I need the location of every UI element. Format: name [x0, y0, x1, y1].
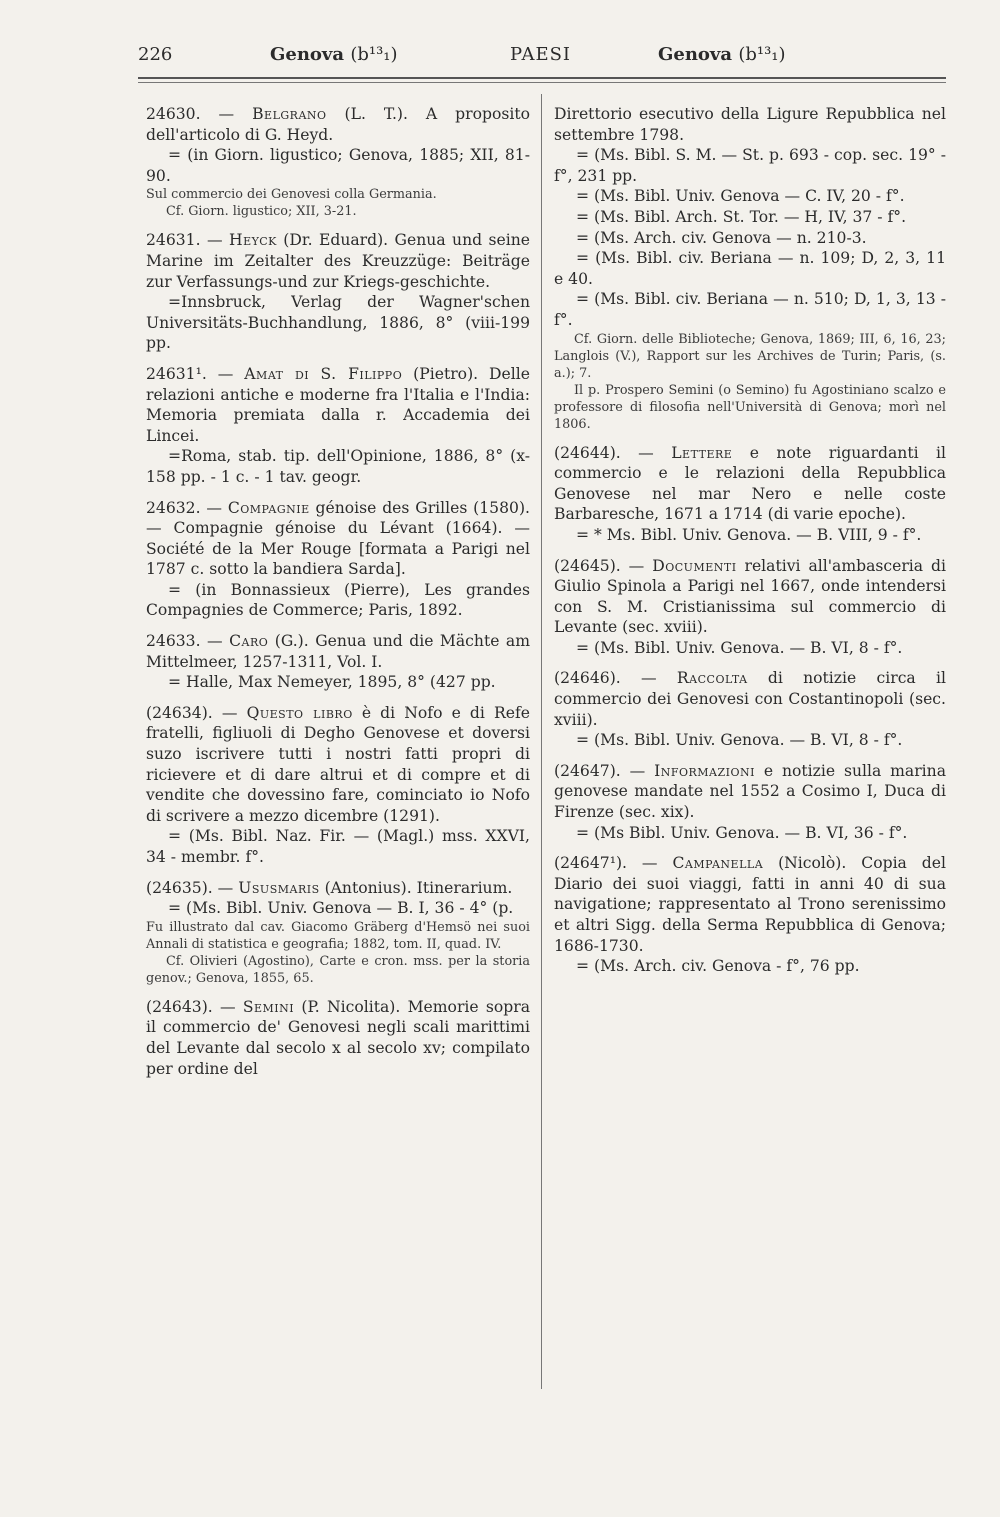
entry-title: è di Nofo e di Refe fratelli, figliuoli di Degho Genovese et doversi suzo iscrivere tutti i nostri fatti propri di ricievere et di dare altrui et di compre et di vendite che dovessino fare, cominciato io Nofo di scrivere a mezzo dicembre (1291). — [146, 703, 530, 825]
header-rule-thick — [138, 77, 946, 79]
entry-main — [146, 104, 530, 145]
header-section-title: PAESI — [510, 44, 572, 65]
entry-number: 24633. — — [146, 632, 230, 651]
entry-main — [554, 104, 946, 145]
entry-author: Compagnie — [227, 498, 310, 517]
entry-location: =Innsbruck, Verlag der Wagner'schen Universitäts-Buchhandlung, 1886, 8° (viii-199 pp. — [146, 293, 530, 353]
entry-location: = * Ms. Bibl. Univ. Genova. — B. VIII, 9 - f°. — [576, 525, 922, 544]
entry-main — [554, 761, 946, 823]
bibliography-entry — [554, 443, 946, 546]
header-right-title: Genova (b¹³₁) — [658, 44, 786, 65]
bibliography-entry — [146, 878, 530, 987]
column-divider — [541, 94, 542, 1389]
entry-author: Raccolta — [676, 669, 748, 688]
entry-number: (24647). — — [554, 761, 655, 780]
entry-main — [554, 668, 946, 730]
entry-number: 24631¹. — — [146, 364, 245, 383]
entry-location: = (Ms. Bibl. Univ. Genova. — B. VI, 8 - f°. — [576, 731, 903, 750]
entry-title: (G.). Genua und die Mächte am Mittelmeer, 1257-1311, Vol. I. — [146, 632, 530, 671]
entry-title: (Nicolò). Copia del Diario dei suoi viaggi, fatti in anni 40 di sua navigatione; rappresentato al Trono serenissimo et altri Sigg. della Serma Repubblica di Genova; 1686-1730. — [554, 854, 946, 955]
bibliography-entry — [146, 703, 530, 868]
bibliography-entry — [146, 498, 530, 622]
bibliography-entry — [146, 104, 530, 220]
entry-author: Caro — [229, 632, 269, 651]
entry-main — [146, 878, 530, 899]
entry-note: Sul commercio dei Genovesi colla Germania. — [146, 187, 437, 203]
entry-author: Heyck — [229, 231, 277, 250]
entry-author: Semini — [242, 997, 295, 1016]
entry-note: Il p. Prospero Semini (o Semino) fu Agostiniano scalzo e professore di filosofia nell'Università di Genova; morì nel 1806. — [554, 382, 946, 432]
entry-author: Belgrano — [252, 105, 327, 123]
entry-location: = (Ms. Bibl. Univ. Genova — C. IV, 20 - f°. — [576, 187, 905, 206]
entry-main — [146, 498, 530, 580]
entry-main — [146, 631, 530, 672]
entry-number: (24645). — — [554, 556, 653, 575]
entry-location: =Roma, stab. tip. dell'Opinione, 1886, 8° (x-158 pp. - 1 c. - 1 tav. geogr. — [146, 447, 530, 486]
bibliography-entry — [146, 631, 530, 693]
entry-location: = (Ms. Bibl. Univ. Genova. — B. VI, 8 - f°. — [576, 638, 903, 657]
left-column — [146, 104, 530, 1089]
entry-author: Campanella — [672, 854, 764, 873]
bibliography-entry — [554, 668, 946, 750]
entry-number: (24635). — — [146, 878, 239, 897]
bibliography-entry — [146, 230, 530, 354]
entry-author: Ususmaris — [238, 878, 320, 897]
entry-location: = (Ms. Bibl. Univ. Genova — B. I, 36 - 4° (p. — [168, 899, 514, 918]
header-rule-thin — [138, 82, 946, 83]
entry-location: = (Ms. Arch. civ. Genova - f°, 76 pp. — [576, 957, 860, 976]
entry-location: = Halle, Max Nemeyer, 1895, 8° (427 pp. — [168, 673, 496, 692]
entry-title: (L. T.). A proposito dell'articolo di G. Heyd. — [146, 105, 530, 144]
entry-location: = (Ms. Arch. civ. Genova — n. 210-3. — [576, 228, 867, 247]
running-header — [138, 44, 948, 74]
entry-note: Cf. Giorn. ligustico; XII, 3-21. — [166, 204, 357, 220]
entry-note: Fu illustrato dal cav. Giacomo Gräberg d'Hemsö nei suoi Annali di statistica e geografia; 1882, tom. II, quad. IV. — [146, 919, 530, 952]
bibliography-entry — [554, 556, 946, 659]
entry-title: di notizie circa il commercio dei Genovesi con Costantinopoli (sec. xviii). — [554, 669, 946, 729]
right-column — [554, 104, 946, 987]
entry-location: = (Ms. Bibl. S. M. — St. p. 693 - cop. sec. 19° - f°, 231 pp. — [554, 146, 946, 185]
entry-location: = (Ms Bibl. Univ. Genova. — B. VI, 36 - f°. — [576, 823, 908, 842]
entry-title: (P. Nicolita). Memorie sopra il commercio de' Genovesi negli scali marittimi del Levante dal secolo x al secolo xv; compilato per ordine del — [146, 997, 530, 1078]
entry-author: Questo libro — [246, 703, 353, 722]
entry-note: Cf. Giorn. delle Biblioteche; Genova, 1869; III, 6, 16, 23; Langlois (V.), Rapport sur les Archives de Turin; Paris, (s. a.); 7. — [554, 331, 946, 381]
entry-title: e notizie sulla marina genovese mandate nel 1552 a Cosimo I, Duca di Firenze (sec. xix). — [554, 761, 946, 822]
bibliography-entry — [554, 761, 946, 843]
entry-main — [146, 230, 530, 292]
entry-number: 24632. — — [146, 498, 228, 517]
entry-title: (Antonius). Itinerarium. — [319, 878, 513, 897]
entry-location: = (Ms. Bibl. Arch. St. Tor. — H, IV, 37 - f°. — [576, 207, 907, 226]
entry-location: = (Ms. Bibl. civ. Beriana — n. 109; D, 2, 3, 11 e 40. — [554, 249, 946, 288]
entry-number: (24644). — — [554, 443, 672, 462]
page-number: 226 — [138, 44, 173, 65]
bibliography-entry — [146, 997, 530, 1079]
entry-main — [554, 853, 946, 956]
entry-number: (24643). — — [146, 997, 243, 1016]
entry-title: e note riguardanti il commercio e le relazioni della Repubblica Genovese nel mar Nero e nelle coste Barbaresche, 1671 a 1714 (di varie epoche). — [554, 443, 946, 524]
entry-author: Lettere — [671, 443, 733, 462]
entry-location: = (Ms. Bibl. Naz. Fir. — (Magl.) mss. XXVI, 34 - membr. f°. — [146, 827, 530, 866]
entry-number: (24647¹). — — [554, 854, 673, 873]
entry-title: génoise des Grilles (1580). — Compagnie génoise du Lévant (1664). — Société de la Mer Rouge [formata a Parigi nel 1787 c. sotto la bandiera Sarda]. — [146, 498, 530, 579]
entry-location: = (Ms. Bibl. civ. Beriana — n. 510; D, 1, 3, 13 - f°. — [554, 290, 946, 329]
entry-author: Documenti — [652, 556, 737, 575]
header-left-title: Genova (b¹³₁) — [270, 44, 398, 65]
entry-title: (Pietro). Delle relazioni antiche e moderne fra l'Italia e l'India: Memoria premiata dalla r. Accademia dei Lincei. — [146, 364, 530, 445]
bibliography-entry — [554, 104, 946, 433]
entry-author: Amat di S. Filippo — [244, 364, 403, 383]
entry-title: (Dr. Eduard). Genua und seine Marine im Zeitalter des Kreuzzüge: Beiträge zur Verfassungs-und zur Kriegs-geschichte. — [146, 231, 531, 291]
bibliography-entry — [554, 853, 946, 977]
entry-main — [146, 364, 530, 446]
entry-author: Informazioni — [654, 761, 755, 780]
entry-number: (24646). — — [554, 669, 677, 688]
entry-location: = (in Bonnassieux (Pierre), Les grandes Compagnies de Commerce; Paris, 1892. — [146, 580, 530, 620]
entry-note: Cf. Olivieri (Agostino), Carte e cron. mss. per la storia genov.; Genova, 1855, 65. — [146, 953, 530, 986]
entry-number: 24631. — — [146, 231, 229, 250]
entry-title: relativi all'ambasceria di Giulio Spinola a Parigi nel 1667, onde intendersi con S. M. Cristianissima sul commercio di Levante (sec. xviii). — [554, 556, 946, 637]
bibliography-entry — [146, 364, 530, 488]
entry-number: 24630. — — [146, 105, 253, 123]
entry-main — [554, 556, 946, 638]
entry-main — [554, 443, 946, 525]
entry-location: = (in Giorn. ligustico; Genova, 1885; XII, 81-90. — [146, 146, 530, 185]
entry-main — [146, 703, 530, 827]
entry-title: Direttorio esecutivo della Ligure Repubblica nel settembre 1798. — [554, 105, 946, 144]
entry-main — [146, 997, 530, 1079]
entry-number: (24634). — — [146, 703, 247, 722]
